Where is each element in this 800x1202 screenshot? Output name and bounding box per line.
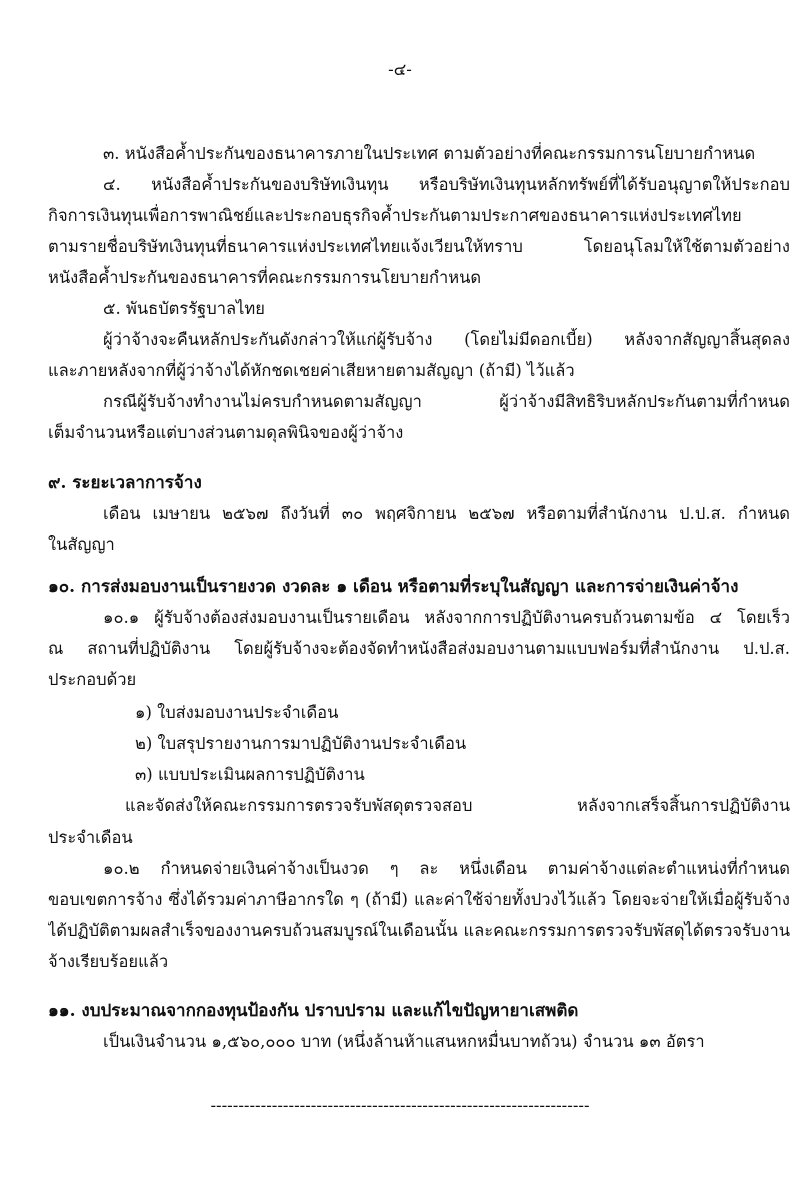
forfeit-clause-line-2: เต็มจำนวนหรือแต่บางส่วนตามดุลพินิจของผู้ว่าจ้าง [48, 423, 404, 442]
page-number: -๔- [388, 60, 412, 79]
item-5: ๕. พันธบัตรรัฐบาลไทย [103, 299, 265, 318]
section-9-heading: ๙. ระยะเวลาการจ้าง [48, 473, 202, 493]
section-10-2-line-1: ๑๐.๒ กำหนดจ่ายเงินค่าจ้างเป็นงวด ๆ ละ หนึ่งเดือน ตามค่าจ้างแต่ละตำแหน่งที่กำหนด [103, 859, 790, 878]
section-10-1-line-1: ๑๐.๑ ผู้รับจ้างต้องส่งมอบงานเป็นรายเดือน หลังจากการปฏิบัติงานครบถ้วนตามข้อ ๔ โดยเร็ว [103, 608, 790, 627]
submission-line-1: และจัดส่งให้คณะกรรมการตรวจรับพัสดุตรวจสอบ หลังจากเสร็จสิ้นการปฏิบัติงาน [125, 796, 790, 815]
section-10-2-line-4: จ้างเรียบร้อยแล้ว [48, 952, 169, 971]
return-clause-line-2: และภายหลังจากที่ผู้ว่าจ้างได้หักชดเชยค่าเสียหายตามสัญญา (ถ้ามี) ไว้แล้ว [48, 361, 575, 380]
list-item: ๒) ใบสรุปรายงานการมาปฏิบัติงานประจำเดือน [135, 734, 467, 753]
forfeit-clause-line-1: กรณีผู้รับจ้างทำงานไม่ครบกำหนดตามสัญญา ผู้ว่าจ้างมีสิทธิริบหลักประกันตามที่กำหนด [103, 392, 790, 411]
item-3: ๓. หนังสือค้ำประกันของธนาคารภายในประเทศ ตามตัวอย่างที่คณะกรรมการนโยบายกำหนด [103, 144, 756, 163]
item-4-line-3: ตามรายชื่อบริษัทเงินทุนที่ธนาคารแห่งประเทศไทยแจ้งเวียนให้ทราบ โดยอนุโลมให้ใช้ตามตัวอย่าง [48, 237, 790, 256]
section-10-1-line-2: ณ สถานที่ปฏิบัติงาน โดยผู้รับจ้างจะต้องจัดทำหนังสือส่งมอบงานตามแบบฟอร์มที่สำนักงาน ป.ป.ส. [48, 639, 790, 658]
item-4-line-1: ๔. หนังสือค้ำประกันของบริษัทเงินทุน หรือบริษัทเงินทุนหลักทรัพย์ที่ได้รับอนุญาตให้ประกอบ [103, 175, 790, 194]
item-4-line-4: หนังสือค้ำประกันของธนาคารที่คณะกรรมการนโยบายกำหนด [48, 268, 482, 287]
section-11-heading: ๑๑. งบประมาณจากกองทุนป้องกัน ปราบปราม และแก้ไขปัญหายาเสพติด [48, 1001, 579, 1021]
list-item: ๑) ใบส่งมอบงานประจำเดือน [135, 703, 339, 722]
end-rule: -------------------------------------------------------------------- [210, 1096, 590, 1115]
section-10-2-line-2: ขอบเขตการจ้าง ซึ่งได้รวมค่าภาษีอากรใด ๆ (ถ้ามี) และค่าใช้จ่ายทั้งปวงไว้แล้ว โดยจะจ่ายให้เมื่อผู้รับจ้าง [48, 890, 790, 909]
section-9-line-2: ในสัญญา [48, 535, 115, 554]
section-11-line-1: เป็นเงินจำนวน ๑,๕๖๐,๐๐๐ บาท (หนึ่งล้านห้าแสนหกหมื่นบาทถ้วน) จำนวน ๑๓ อัตรา [103, 1032, 705, 1051]
return-clause-line-1: ผู้ว่าจ้างจะคืนหลักประกันดังกล่าวให้แก่ผู้รับจ้าง (โดยไม่มีดอกเบี้ย) หลังจากสัญญาสิ้นสุดลง [103, 330, 790, 349]
submission-line-2: ประจำเดือน [48, 828, 133, 847]
list-item: ๓) แบบประเมินผลการปฏิบัติงาน [135, 765, 365, 784]
section-10-2-line-3: ได้ปฏิบัติตามผลสำเร็จของงานครบถ้วนสมบูรณ์ในเดือนนั้น และคณะกรรมการตรวจรับพัสดุได้ตรวจรับงาน [48, 921, 790, 940]
section-9-line-1: เดือน เมษายน ๒๕๖๗ ถึงวันที่ ๓๐ พฤศจิกายน ๒๕๖๗ หรือตามที่สำนักงาน ป.ป.ส. กำหนด [103, 504, 790, 523]
item-4-line-2: กิจการเงินทุนเพื่อการพาณิชย์และประกอบธุรกิจค้ำประกันตามประกาศของธนาคารแห่งประเทศไทย [48, 206, 742, 225]
section-10-heading: ๑๐. การส่งมอบงานเป็นรายงวด งวดละ ๑ เดือน หรือตามที่ระบุในสัญญา และการจ่ายเงินค่าจ้าง [48, 577, 739, 597]
section-10-1-line-3: ประกอบด้วย [48, 670, 137, 689]
